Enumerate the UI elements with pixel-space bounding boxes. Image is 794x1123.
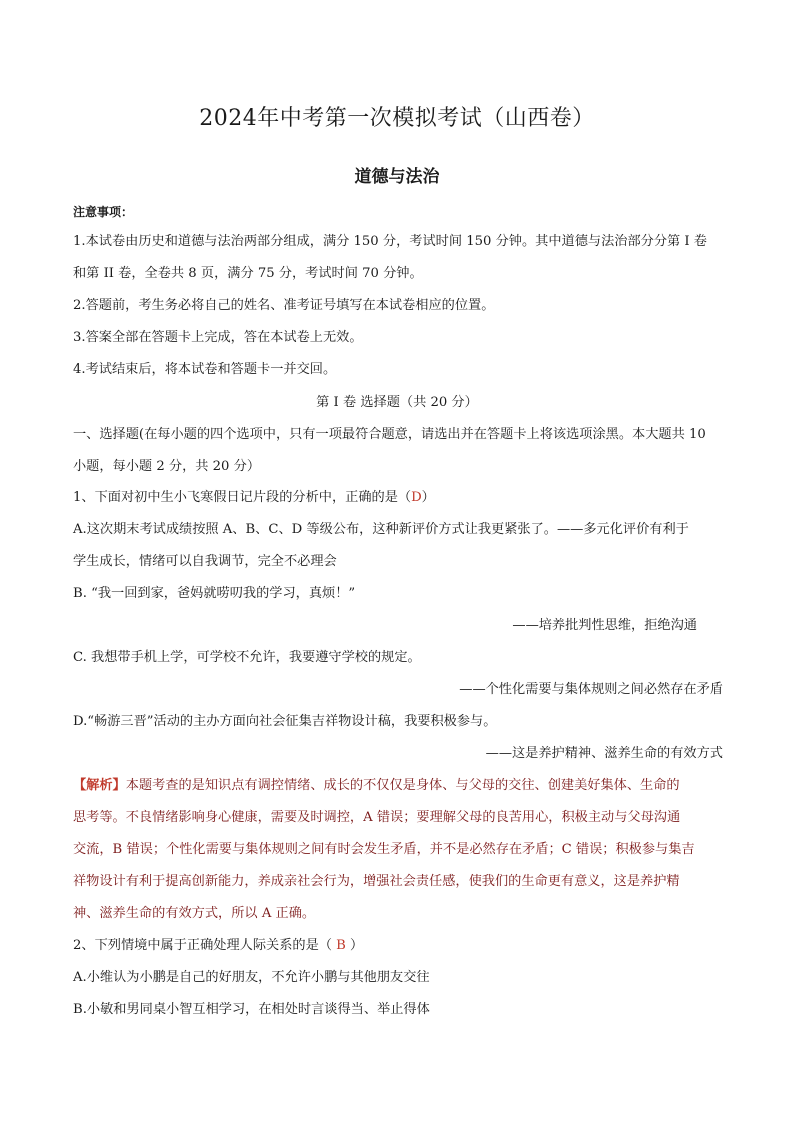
notes-item: 3.答案全部在答题卡上完成，答在本试卷上无效。 xyxy=(73,330,363,345)
section-instruction: 小题，每小题 2 分，共 20 分） xyxy=(73,459,261,474)
analysis-text: 交流，B 错误；个性化需要与集体规则之间有时会发生矛盾，并不是必然存在矛盾；C 错误；积极参与集吉 xyxy=(73,842,695,857)
subject-title: 道德与法治 xyxy=(354,167,440,187)
analysis-text: 思考等。不良情绪影响身心健康，需要及时调控，A 错误；要理解父母的良苦用心，积极主动与父母沟通 xyxy=(73,810,681,825)
section-title: 第 I 卷 选择题（共 20 分） xyxy=(316,395,478,410)
notes-item: 和第 II 卷，全卷共 8 页，满分 75 分，考试时间 70 分钟。 xyxy=(73,266,423,281)
exam-title: 2024年中考第一次模拟考试（山西卷） xyxy=(199,106,595,131)
option-a: A.这次期末考试成绩按照 A、B、C、D 等级公布，这种新评价方式让我更紧张了。——多元化评价有利于 xyxy=(73,522,689,537)
question-2-stem xyxy=(73,937,723,955)
option-c-comment: ——个性化需要与集体规则之间必然存在矛盾 xyxy=(459,682,723,697)
option-c: C. 我想带手机上学，可学校不允许，我要遵守学校的规定。 xyxy=(73,650,421,665)
option-a-continued: 学生成长，情绪可以自我调节，完全不必理会 xyxy=(73,554,337,569)
notes-heading: 注意事项： xyxy=(73,205,134,219)
option-b: B. “我一回到家，爸妈就唠叨我的学习，真烦！” xyxy=(73,586,356,601)
section-instruction: 一、选择题(在每小题的四个选项中，只有一项最符合题意，请选出并在答题卡上将该选项涂黑。本大题共 10 xyxy=(73,427,706,442)
question-stem-text: 1、下面对初中生小飞寒假日记片段的分析中，正确的是（ xyxy=(73,490,412,505)
question-1-stem xyxy=(73,489,723,507)
question-stem-close: ） xyxy=(421,490,435,505)
answer-key: D xyxy=(411,490,422,505)
analysis-text: 祥物设计有利于提高创新能力，养成亲社会行为，增强社会责任感，使我们的生命更有意义，这是养护精 xyxy=(73,874,680,889)
option-b-comment: ——培养批判性思维，拒绝沟通 xyxy=(512,618,697,633)
notes-item: 2.答题前，考生务必将自己的姓名、准考证号填写在本试卷相应的位置。 xyxy=(73,298,495,313)
analysis-text: 神、滋养生命的有效方式，所以 A 正确。 xyxy=(73,906,316,921)
question-stem-close: ） xyxy=(345,938,364,953)
option-a: A.小维认为小鹏是自己的好朋友，不允许小鹏与其他朋友交往 xyxy=(73,970,430,985)
option-b: B.小敏和男同桌小智互相学习，在相处时言谈得当、举止得体 xyxy=(73,1002,430,1017)
answer-key: B xyxy=(336,938,346,953)
analysis-paragraph xyxy=(73,777,723,795)
option-d: D.“畅游三晋”活动的主办方面向社会征集吉祥物设计稿，我要积极参与。 xyxy=(73,714,497,729)
notes-item: 1.本试卷由历史和道德与法治两部分组成，满分 150 分，考试时间 150 分钟。其中道德与法治部分分第 I 卷 xyxy=(73,234,707,249)
analysis-text: 本题考查的是知识点有调控情绪、成长的不仅仅是身体、与父母的交往、创建美好集体、生命的 xyxy=(125,778,680,793)
notes-item: 4.考试结束后，将本试卷和答题卡一并交回。 xyxy=(73,362,337,377)
option-d-comment: ——这是养护精神、滋养生命的有效方式 xyxy=(485,746,723,761)
analysis-tag: 【解析】 xyxy=(73,778,126,793)
question-stem-text: 2、下列情境中属于正确处理人际关系的是（ xyxy=(73,938,337,953)
